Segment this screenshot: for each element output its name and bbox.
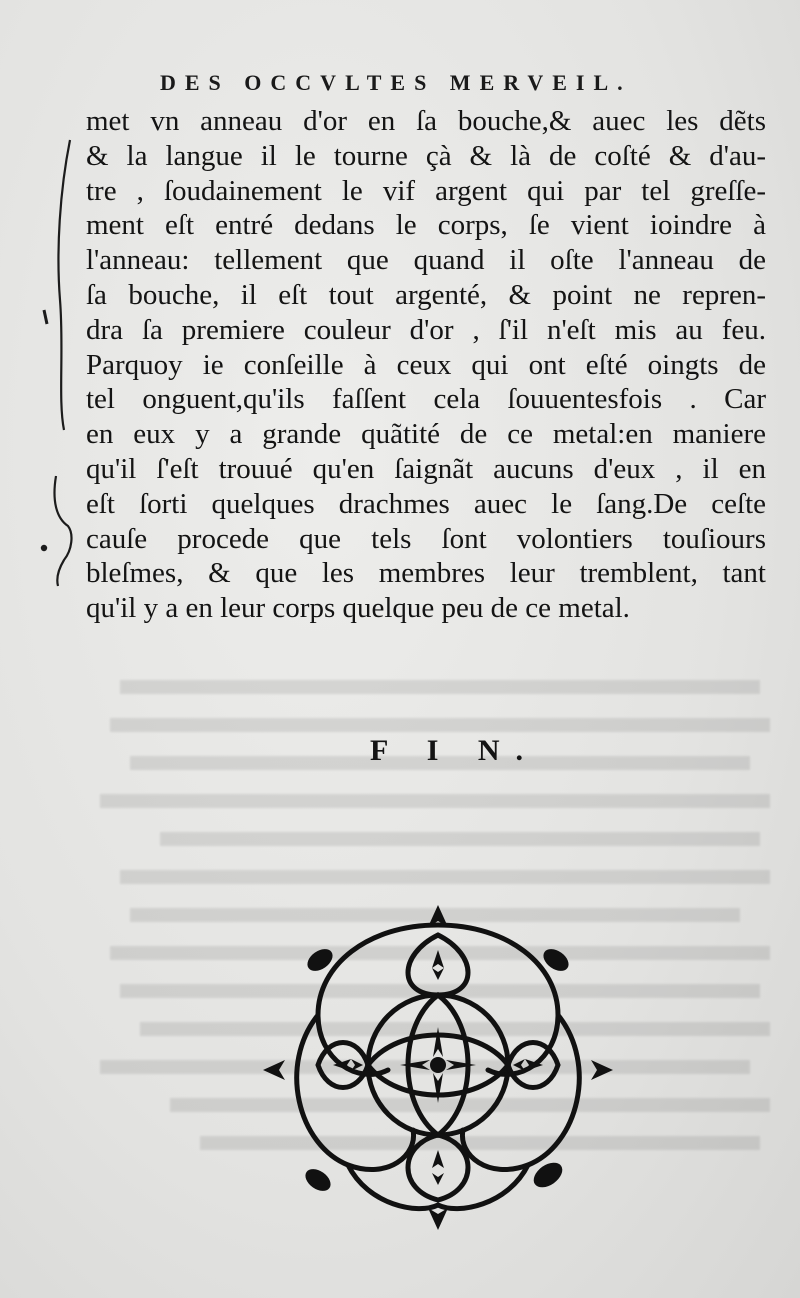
end-mark: F I N. (370, 734, 540, 767)
text-line: tre , ſoudainement le vif argent qui par tel greſſe- (86, 174, 766, 207)
text-line: tel onguent,qu'ils faſſent cela ſouuentesfois . Car (86, 383, 766, 416)
marginal-flourish-mark (34, 470, 80, 590)
text-line: cauſe procede que tels ſont volontiers touſiours (86, 522, 766, 555)
text-line: qu'il ſ'eſt trouué qu'en ſaignãt aucuns d'eux , il en (86, 452, 766, 485)
running-head: DES OCCVLTES MERVEIL. (160, 70, 632, 95)
text-line: ſa bouche, il eſt tout argenté, & point ne repren- (86, 278, 766, 311)
text-line: eſt ſorti quelques drachmes auec le ſang.De ceſte (86, 487, 766, 520)
text-line: dra ſa premiere couleur d'or , ſ'il n'eſt mis au feu. (86, 313, 766, 346)
text-line: l'anneau: tellement que quand il oſte l'anneau de (86, 244, 766, 277)
text-line: en eux y a grande quãtité de ce metal:en maniere (86, 418, 766, 451)
text-line: ment eſt entré dedans le corps, ſe vient ioindre à (86, 209, 766, 242)
text-line: Parquoy ie conſeille à ceux qui ont eſté oingts de (86, 348, 766, 381)
text-line: qu'il y a en leur corps quelque peu de ce metal. (86, 592, 630, 625)
body-text (86, 104, 766, 626)
marginal-bracket-mark (30, 130, 80, 440)
fleuron-ornament-icon (258, 895, 618, 1235)
text-line: met vn anneau d'or en ſa bouche,& auec les dẽts (86, 105, 766, 137)
text-line: bleſmes, & que les membres leur tremblent, tant (86, 557, 766, 590)
text-line: & la langue il le tourne çà & là de coſté & d'au- (86, 139, 766, 172)
